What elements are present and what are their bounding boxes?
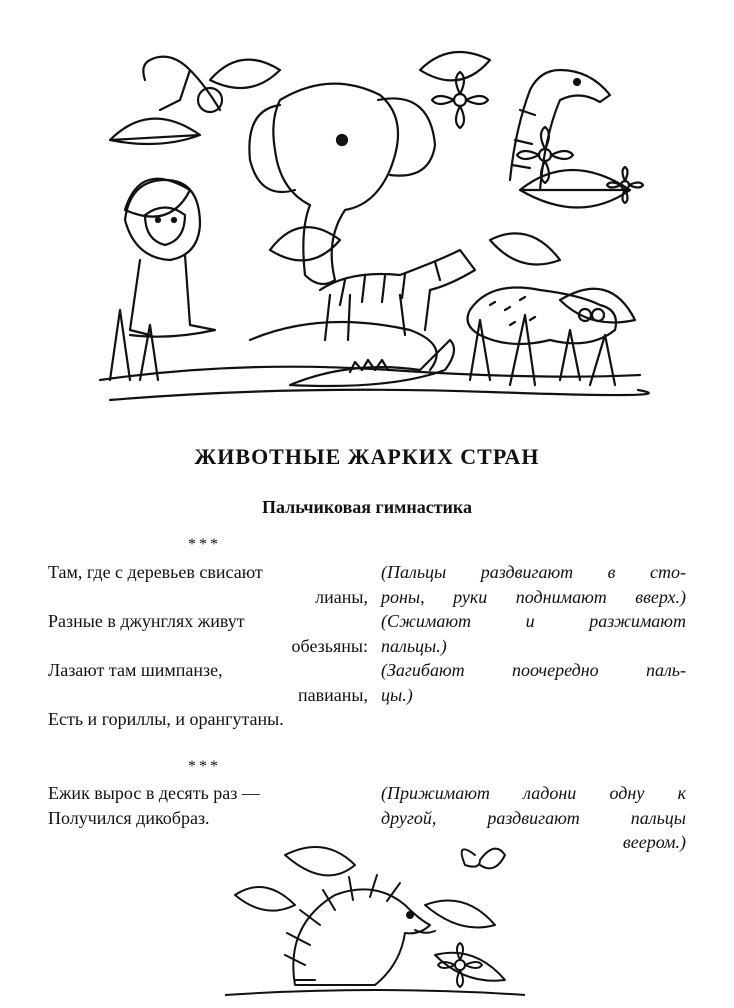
instruction-line: (Загибают поочередно паль- xyxy=(381,660,686,680)
verse-line: Лазают там шимпанзе, xyxy=(48,660,223,680)
instruction-line: роны, руки поднимают вверх.) xyxy=(381,586,686,607)
instruction-line: пальцы.) xyxy=(381,635,447,656)
verse-1-instructions xyxy=(381,560,686,707)
verse-line: Получился дикобраз. xyxy=(48,807,210,828)
verse-line: обезьяны: xyxy=(291,635,368,656)
hedgehog-illustration xyxy=(225,835,525,1003)
verse-1 xyxy=(48,560,368,732)
verse-2 xyxy=(48,781,368,830)
verse-line: Разные в джунглях живут xyxy=(48,611,245,631)
verse-line: Ежик вырос в десять раз — xyxy=(48,783,260,803)
verse-line: павианы, xyxy=(298,684,368,705)
instruction-line: веером.) xyxy=(622,832,686,852)
stanza-separator: *** xyxy=(188,536,221,553)
verse-line: лианы, xyxy=(315,586,368,607)
section-subtitle: Пальчиковая гимнастика xyxy=(261,497,473,517)
instruction-line: (Пальцы раздвигают в сто- xyxy=(381,562,686,582)
page-title: ЖИВОТНЫЕ ЖАРКИХ СТРАН xyxy=(194,444,540,469)
jungle-animals-illustration xyxy=(90,40,650,410)
instruction-line: цы.) xyxy=(381,684,413,705)
stanza-separator: *** xyxy=(188,758,221,775)
verse-line: Там, где с деревьев свисают xyxy=(48,562,263,582)
instruction-line: (Прижимают ладони одну к xyxy=(381,783,686,803)
instruction-line: другой, раздвигают пальцы xyxy=(381,807,686,828)
instruction-line: (Сжимают и разжимают xyxy=(381,611,686,631)
verse-line: Есть и гориллы, и орангутаны. xyxy=(48,709,284,729)
